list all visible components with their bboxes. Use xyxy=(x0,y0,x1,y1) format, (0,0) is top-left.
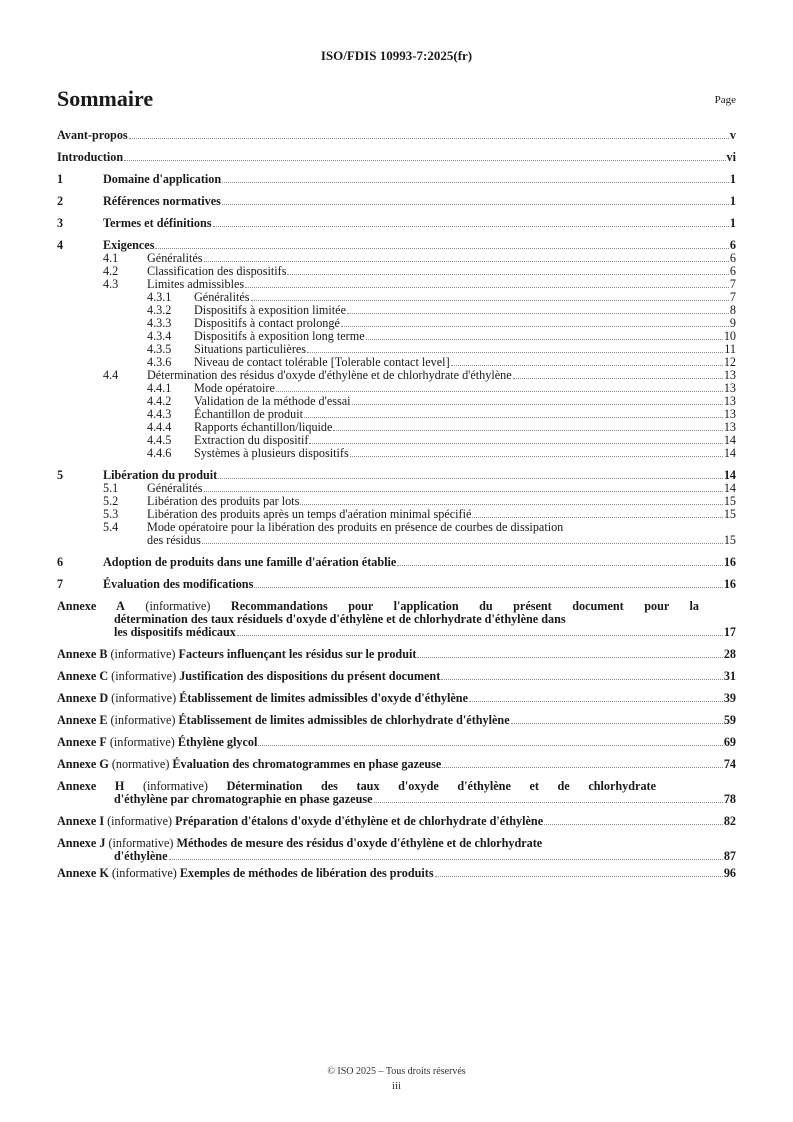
annex-type: (informative) xyxy=(142,779,208,793)
dot-leader xyxy=(300,504,722,505)
annex-title-line-1: Méthodes de mesure des résidus d'oxyde d'éthylène et de chlorhydrate xyxy=(176,836,543,850)
annex-label: Annexe C xyxy=(57,669,109,683)
dot-leader xyxy=(213,226,729,227)
toc-entry-text: Dispositifs à contact prolongé xyxy=(194,316,340,330)
toc-entry-page: 39 xyxy=(723,691,736,705)
annex-type: (informative) xyxy=(110,713,176,727)
annex-title-line-2: d'éthylène par chromatographie en phase gazeuse xyxy=(114,792,373,806)
toc-entry-annex-k[interactable] xyxy=(57,867,736,880)
page-number: iii xyxy=(391,1080,402,1092)
toc-entry-number: 4.4 xyxy=(103,368,119,382)
toc-entry-page: 7 xyxy=(729,277,736,291)
toc-entry-section-6[interactable] xyxy=(57,556,736,569)
toc-entry-page: 1 xyxy=(729,172,736,186)
toc-entry-text: Exigences xyxy=(103,238,155,252)
toc-entry-number: 1 xyxy=(57,172,64,186)
dot-leader xyxy=(129,138,729,139)
toc-entry-introduction[interactable] xyxy=(57,151,736,164)
toc-entry-page: 6 xyxy=(729,238,736,252)
toc-entry-page: 31 xyxy=(723,669,736,683)
annex-label: Annexe G xyxy=(57,757,109,771)
toc-entry-number: 4 xyxy=(57,238,64,252)
dot-leader xyxy=(347,313,729,314)
toc-entry-page: 82 xyxy=(723,814,736,828)
toc-entry-annex-j[interactable] xyxy=(57,837,736,863)
dot-leader xyxy=(511,723,723,724)
annex-title-line-1: Détermination des taux d'oxyde d'éthylène et de chlorhydrate xyxy=(226,779,657,793)
toc-entry-number: 5.4 xyxy=(103,520,119,534)
dot-leader xyxy=(124,160,725,161)
dot-leader xyxy=(472,517,722,518)
toc-entry-section-1[interactable] xyxy=(57,173,736,186)
annex-type: (informative) xyxy=(109,735,175,749)
toc-entry-text: Généralités xyxy=(194,290,250,304)
toc-entry-page: 6 xyxy=(729,251,736,265)
toc-entry-page: 13 xyxy=(723,368,736,382)
toc-entry-text: Extraction du dispositif xyxy=(194,433,309,447)
toc-entry-number: 4.4.1 xyxy=(147,381,172,395)
toc-entry-page: 14 xyxy=(723,481,736,495)
toc-entry-number: 4.4.2 xyxy=(147,394,172,408)
toc-entry-page: 9 xyxy=(729,316,736,330)
toc-entry-page: 1 xyxy=(729,194,736,208)
toc-entry-page: 14 xyxy=(723,468,736,482)
annex-label: Annexe D xyxy=(57,691,109,705)
dot-leader xyxy=(276,391,723,392)
toc-entry-number: 5.2 xyxy=(103,494,119,508)
toc-entry-text: Validation de la méthode d'essai xyxy=(194,394,351,408)
toc-entry-annex-c[interactable] xyxy=(57,670,736,683)
toc-entry-number: 4.3.2 xyxy=(147,303,172,317)
annex-type: (informative) xyxy=(111,691,177,705)
toc-entry-text: Dispositifs à exposition long terme xyxy=(194,329,365,343)
dot-leader xyxy=(435,876,723,877)
copyright-notice: © ISO 2025 – Tous droits réservés xyxy=(327,1066,466,1077)
dot-leader xyxy=(307,352,723,353)
annex-label: Annexe A xyxy=(57,599,125,613)
annex-label: Annexe H xyxy=(57,779,125,793)
toc-entry-number: 4.3.5 xyxy=(147,342,172,356)
toc-entry-page: 16 xyxy=(723,555,736,569)
toc-entry-page: 87 xyxy=(723,849,736,863)
dot-leader xyxy=(417,657,722,658)
dot-leader xyxy=(333,430,722,431)
toc-entry-number: 4.4.6 xyxy=(147,446,172,460)
annex-label: Annexe K xyxy=(57,866,109,880)
toc-entry-annex-d[interactable] xyxy=(57,692,736,705)
annex-title-line-1: Recommandations pour l'application du présent document pour la xyxy=(230,599,700,613)
dot-leader xyxy=(254,587,722,588)
annex-title: Justification des dispositions du présent document xyxy=(179,669,441,683)
toc-entry-number: 6 xyxy=(57,555,64,569)
dot-leader xyxy=(513,378,723,379)
dot-leader xyxy=(366,339,723,340)
dot-leader xyxy=(304,417,723,418)
toc-entry-page: 13 xyxy=(723,407,736,421)
toc-entry-page: 14 xyxy=(723,433,736,447)
toc-entry-text: Rapports échantillon/liquide xyxy=(194,420,333,434)
annex-title: Facteurs influençant les résidus sur le produit xyxy=(178,647,417,661)
toc-entry-page: 28 xyxy=(723,647,736,661)
toc-entry-number: 4.3.6 xyxy=(147,355,172,369)
toc-entry-number: 4.3 xyxy=(103,277,119,291)
toc-entry-number: 4.3.1 xyxy=(147,290,172,304)
toc-entry-page: 15 xyxy=(723,507,736,521)
toc-entry-page: 10 xyxy=(723,329,736,343)
toc-entry-annex-e[interactable] xyxy=(57,714,736,727)
annex-label: Annexe B xyxy=(57,647,108,661)
annex-label: Annexe J xyxy=(57,836,106,850)
table-of-contents xyxy=(57,129,736,880)
toc-entry-page: 14 xyxy=(723,446,736,460)
dot-leader xyxy=(155,248,728,249)
dot-leader xyxy=(287,274,728,275)
toc-entry-page: 78 xyxy=(723,792,736,806)
toc-entry-number: 4.4.4 xyxy=(147,420,172,434)
toc-entry-page: 13 xyxy=(723,394,736,408)
toc-entry-text: Limites admissibles xyxy=(147,277,245,291)
toc-entry-number: 4.2 xyxy=(103,264,119,278)
toc-entry-text: Détermination des résidus d'oxyde d'éthylène et de chlorhydrate d'éthylène xyxy=(147,368,512,382)
annex-type: (informative) xyxy=(107,814,173,828)
toc-entry-text: Situations particulières xyxy=(194,342,307,356)
annex-type: (informative) xyxy=(145,599,211,613)
annex-label: Annexe E xyxy=(57,713,108,727)
toc-entry-text: Libération du produit xyxy=(103,468,218,482)
toc-entry-number: 2 xyxy=(57,194,64,208)
toc-entry-text: Références normatives xyxy=(103,194,221,208)
toc-entry-page: 6 xyxy=(729,264,736,278)
toc-entry-annex-a[interactable] xyxy=(57,600,736,639)
dot-leader xyxy=(245,287,729,288)
dot-leader xyxy=(451,365,723,366)
annex-title: Établissement de limites admissibles d'oxyde d'éthylène xyxy=(179,691,468,705)
toc-entry-section-3[interactable] xyxy=(57,217,736,230)
annex-title: Établissement de limites admissibles de chlorhydrate d'éthylène xyxy=(178,713,510,727)
dot-leader xyxy=(374,802,723,803)
toc-entry-text: Niveau de contact tolérable [Tolerable contact level] xyxy=(194,355,450,369)
page-title: Sommaire xyxy=(57,86,154,111)
dot-leader xyxy=(237,635,723,636)
dot-leader xyxy=(469,701,723,702)
toc-entry-annex-b[interactable] xyxy=(57,648,736,661)
toc-entry-number: 3 xyxy=(57,216,64,230)
toc-entry-text: Libération des produits après un temps d'aération minimal spécifié xyxy=(147,507,472,521)
toc-entry-page: 8 xyxy=(729,303,736,317)
dot-leader xyxy=(442,767,722,768)
toc-entry-text: Domaine d'application xyxy=(103,172,222,186)
dot-leader xyxy=(204,261,729,262)
toc-entry-avant-propos[interactable] xyxy=(57,129,736,142)
annex-type: (informative) xyxy=(108,836,174,850)
toc-entry-page: 13 xyxy=(723,381,736,395)
toc-entry-section-2[interactable] xyxy=(57,195,736,208)
annex-title-line-2: détermination des taux résiduels d'oxyde d'éthylène et de chlorhydrate d'éthylène dans xyxy=(114,612,566,626)
dot-leader xyxy=(204,491,723,492)
dot-leader xyxy=(397,565,722,566)
toc-entry-4-4-6[interactable] xyxy=(57,447,736,460)
annex-title-line-3: les dispositifs médicaux xyxy=(114,625,236,639)
page-column-label: Page xyxy=(714,94,736,106)
toc-entry-page: 11 xyxy=(724,342,736,356)
dot-leader xyxy=(258,745,722,746)
document-identifier: ISO/FDIS 10993-7:2025(fr) xyxy=(320,48,473,63)
toc-entry-text: Termes et définitions xyxy=(103,216,212,230)
toc-entry-text: Généralités xyxy=(147,251,203,265)
toc-entry-annex-i[interactable] xyxy=(57,815,736,828)
toc-entry-page: vi xyxy=(726,150,736,164)
toc-entry-page: 96 xyxy=(723,866,736,880)
toc-entry-number: 5 xyxy=(57,468,64,482)
toc-entry-number: 4.4.5 xyxy=(147,433,172,447)
toc-entry-annex-g[interactable] xyxy=(57,758,736,771)
toc-entry-page: 7 xyxy=(729,290,736,304)
toc-entry-text: Échantillon de produit xyxy=(194,407,303,421)
annex-title: Évaluation des chromatogrammes en phase gazeuse xyxy=(172,757,442,771)
title-row xyxy=(57,86,736,116)
dot-leader xyxy=(169,859,723,860)
toc-entry-annex-h[interactable] xyxy=(57,780,736,806)
annex-title-line-2: d'éthylène xyxy=(114,849,168,863)
toc-entry-text-line-2: des résidus xyxy=(147,533,201,547)
dot-leader xyxy=(218,478,723,479)
toc-entry-5-4[interactable] xyxy=(57,521,736,547)
annex-title: Préparation d'étalons d'oxyde d'éthylène et de chlorhydrate d'éthylène xyxy=(175,814,544,828)
toc-entry-number: 4.3.3 xyxy=(147,316,172,330)
toc-entry-page: 74 xyxy=(723,757,736,771)
toc-entry-page: 15 xyxy=(723,494,736,508)
toc-entry-page: 17 xyxy=(723,625,736,639)
toc-entry-number: 4.3.4 xyxy=(147,329,172,343)
dot-leader xyxy=(352,404,723,405)
dot-leader xyxy=(222,182,729,183)
toc-entry-text: Classification des dispositifs xyxy=(147,264,287,278)
toc-entry-number: 7 xyxy=(57,577,64,591)
toc-entry-text: Généralités xyxy=(147,481,203,495)
annex-type: (informative) xyxy=(110,647,176,661)
toc-entry-text: Libération des produits par lots xyxy=(147,494,300,508)
toc-entry-page: v xyxy=(729,128,736,142)
toc-entry-page: 1 xyxy=(729,216,736,230)
dot-leader xyxy=(251,300,729,301)
annex-type: (informative) xyxy=(111,866,177,880)
dot-leader xyxy=(309,443,722,444)
dot-leader xyxy=(350,456,723,457)
toc-entry-text: Avant-propos xyxy=(57,128,128,142)
toc-entry-page: 59 xyxy=(723,713,736,727)
toc-entry-text-line-1: Mode opératoire pour la libération des produits en présence de courbes de dissipation xyxy=(147,520,564,534)
toc-entry-number: 5.3 xyxy=(103,507,119,521)
toc-entry-text: Systèmes à plusieurs dispositifs xyxy=(194,446,349,460)
annex-label: Annexe I xyxy=(57,814,105,828)
toc-entry-text: Dispositifs à exposition limitée xyxy=(194,303,346,317)
toc-entry-number: 5.1 xyxy=(103,481,119,495)
toc-entry-page: 12 xyxy=(723,355,736,369)
annex-type: (informative) xyxy=(111,669,177,683)
toc-entry-page: 13 xyxy=(723,420,736,434)
toc-entry-number: 4.1 xyxy=(103,251,119,265)
toc-entry-annex-f[interactable] xyxy=(57,736,736,749)
toc-entry-text: Adoption de produits dans une famille d'aération établie xyxy=(103,555,397,569)
annex-label: Annexe F xyxy=(57,735,107,749)
toc-entry-page: 15 xyxy=(723,533,736,547)
toc-entry-text: Évaluation des modifications xyxy=(103,577,254,591)
dot-leader xyxy=(441,679,723,680)
toc-entry-page: 69 xyxy=(723,735,736,749)
toc-entry-number: 4.4.3 xyxy=(147,407,172,421)
toc-entry-text: Mode opératoire xyxy=(194,381,275,395)
annex-type: (normative) xyxy=(111,757,170,771)
dot-leader xyxy=(341,326,729,327)
annex-title: Éthylène glycol xyxy=(177,735,258,749)
annex-title: Exemples de méthodes de libération des produits xyxy=(179,866,434,880)
toc-entry-text: Introduction xyxy=(57,150,124,164)
dot-leader xyxy=(222,204,729,205)
toc-entry-page: 16 xyxy=(723,577,736,591)
dot-leader xyxy=(544,824,723,825)
page-footer xyxy=(0,1066,793,1092)
dot-leader xyxy=(202,543,723,544)
toc-entry-section-7[interactable] xyxy=(57,578,736,591)
